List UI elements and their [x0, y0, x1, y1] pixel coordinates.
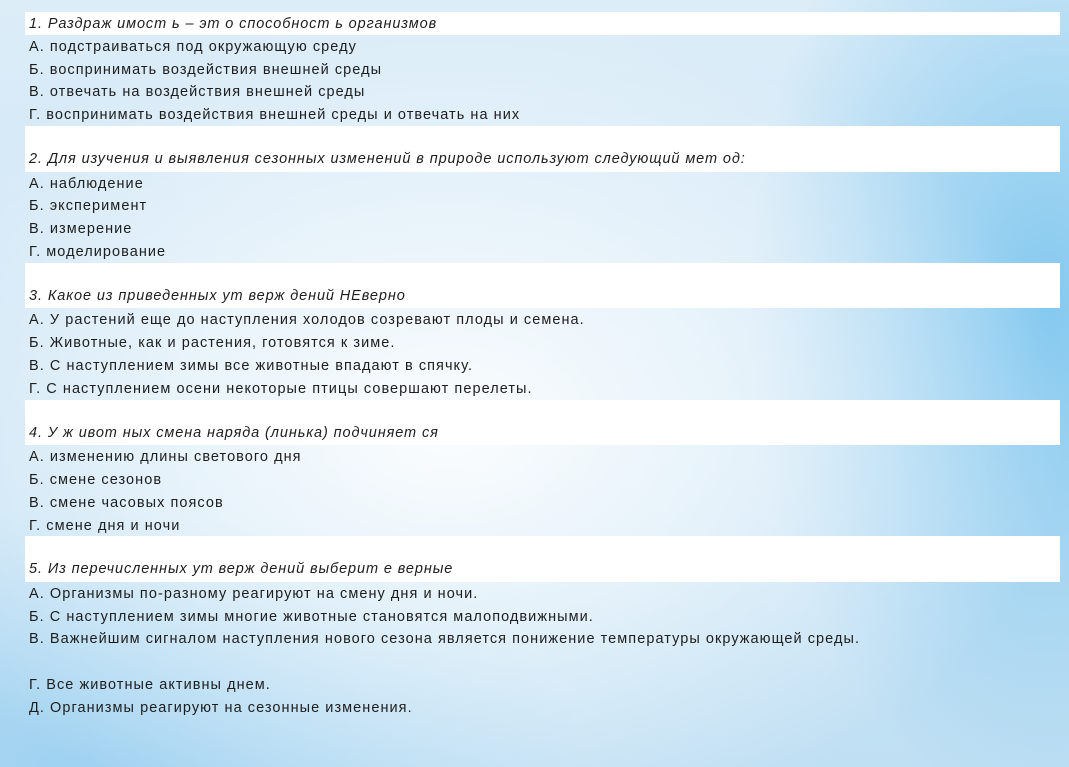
question-4-option-b: Б. смене сезонов	[29, 471, 163, 488]
question-1-text: 1. Раздраж имост ь – эт о способност ь организмов	[25, 12, 1060, 35]
question-block-4	[0, 400, 1069, 537]
question-5-option-a: А. Организмы по-разному реагируют на смену дня и ночи.	[29, 585, 479, 602]
question-1-option-a: А. подстраиваться под окружающую среду	[29, 38, 357, 55]
question-2-text: 2. Для изучения и выявления сезонных изменений в природе используют следующий мет од:	[25, 126, 1060, 172]
question-4-option-d: Г. смене дня и ночи	[29, 517, 181, 534]
question-block-3	[0, 263, 1069, 400]
question-5-option-d: Г. Все животные активны днем.	[29, 677, 271, 694]
question-5-option-c: В. Важнейшим сигналом наступления нового сезона является понижение температуры окружающей среды.	[29, 630, 861, 647]
quiz-sheet	[0, 12, 1069, 719]
question-5-option-e: Д. Организмы реагируют на сезонные изменения.	[29, 699, 413, 716]
question-4-text: 4. У ж ивот ных смена наряда (линька) подчиняет ся	[25, 400, 1060, 446]
question-4-option-c: В. смене часовых поясов	[29, 494, 224, 511]
question-5-text: 5. Из перечисленных ут верж дений выберит е верные	[25, 536, 1060, 582]
question-3-option-b: Б. Животные, как и растения, готовятся к зиме.	[29, 335, 396, 352]
question-2-option-d: Г. моделирование	[29, 243, 167, 260]
question-3-option-a: А. У растений еще до наступления холодов созревают плоды и семена.	[29, 312, 585, 329]
question-block-2	[0, 126, 1069, 263]
question-5-option-b: Б. С наступлением зимы многие животные становятся малоподвижными.	[29, 608, 594, 625]
question-3-option-d: Г. С наступлением осени некоторые птицы совершают перелеты.	[29, 380, 533, 397]
question-2-option-b: Б. эксперимент	[29, 198, 148, 215]
question-1-option-d: Г. воспринимать воздействия внешней среды и отвечать на них	[29, 107, 521, 124]
question-2-option-a: А. наблюдение	[29, 175, 144, 192]
question-2-option-c: В. измерение	[29, 221, 133, 238]
question-block-5	[0, 536, 1069, 718]
question-1-option-b: Б. воспринимать воздействия внешней среды	[29, 61, 383, 78]
question-3-text: 3. Какое из приведенных ут верж дений НЕверно	[25, 263, 1060, 309]
question-3-option-c: В. С наступлением зимы все животные впадают в спячку.	[29, 357, 474, 374]
question-4-option-a: А. изменению длины светового дня	[29, 449, 302, 466]
question-1-option-c: В. отвечать на воздействия внешней среды	[29, 84, 366, 101]
question-block-1	[0, 12, 1069, 126]
